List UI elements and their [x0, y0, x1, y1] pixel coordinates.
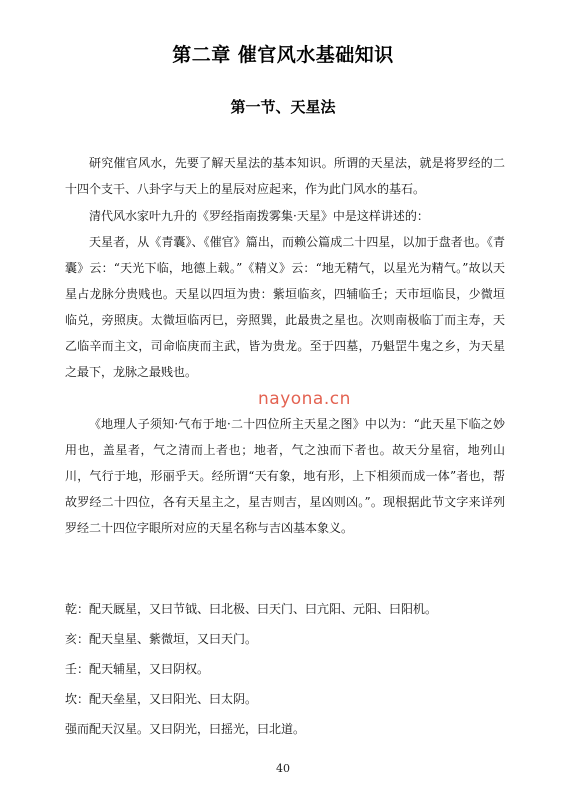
- star-entry: 亥：配天皇星、紫微垣，又曰天门。: [65, 632, 258, 646]
- section-title: 第一节、天星法: [230, 98, 336, 116]
- star-entry: 壬：配天辅星，又曰阴权。: [65, 662, 210, 676]
- paragraph-quote-tianxing: 天星者，从《青囊》、《催官》篇出，而赖公篇成二十四星，以加于盘者也。《青囊》云：“天光下临，地德上载。”《精义》云：“地无精气，以星光为精气。”故以天星占龙脉分贵贱也。天星以四垣为贵：紫垣临亥，四辅临壬；天市垣临艮，少微垣临兑，旁照庚。太微垣临丙巳，旁照巽，此最贵之星也。次则南极临丁而主寿，天乙临辛而主文，司命临庚而主武，皆为贵龙。至于四墓，乃魁罡牛鬼之乡，为天星之最下，龙脉之最贱也。: [65, 235, 505, 379]
- page-number: 40: [276, 762, 290, 775]
- star-entry: 乾：配天厩星，又曰节钺、曰北极、曰天门、曰亢阳、元阳、曰阳机。: [65, 602, 438, 616]
- star-entry: 坎：配天垒星，又曰阳光、曰太阴。: [65, 692, 258, 706]
- chapter-title: 第二章 催官风水基础知识: [172, 44, 394, 66]
- paragraph-source: 清代风水家叶九升的《罗经指南拨雾集·天星》中是这样讲述的：: [89, 209, 429, 223]
- watermark-text: nayona.cn: [258, 389, 351, 409]
- paragraph-intro: 研究催官风水，先要了解天星法的基本知识。所谓的天星法，就是将罗经的二十四个支干、八卦字与天上的星辰对应起来，作为此门风水的基石。: [65, 156, 505, 196]
- paragraph-quote-dili: 《地理人子须知·气布于地·二十四位所主天星之图》中以为：“此天星下临之妙用也，盖星者，气之清而上者也；地者，气之浊而下者也。故天分星宿，地列山川，气行于地，形丽乎天。经所谓“天有象，地有形，上下相须而成一体”者也，帮故罗经二十四位，各有天星主之，星吉则吉，星凶则凶。”。现根据此节文字来详列罗经二十四位字眼所对应的天星名称与吉凶基本象义。: [65, 417, 505, 535]
- star-entry: 强而配天汉星。又曰阴光，曰摇光，曰北道。: [65, 722, 306, 736]
